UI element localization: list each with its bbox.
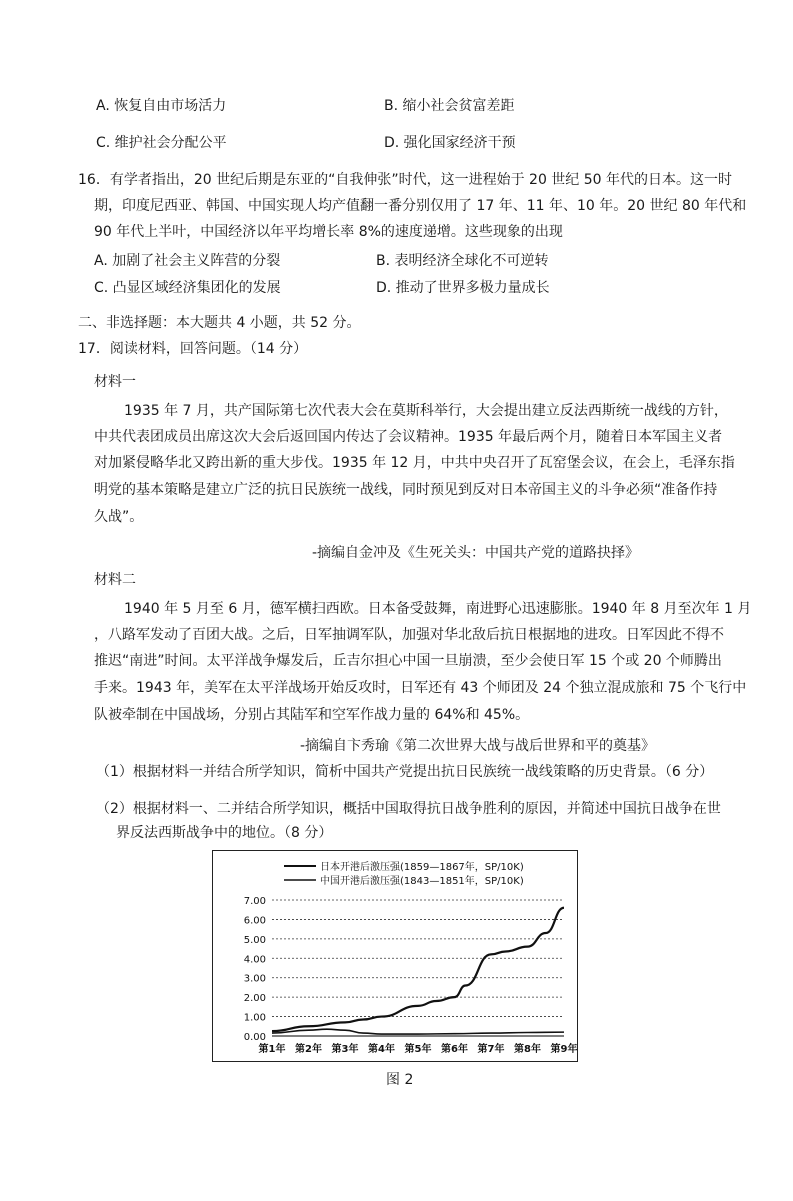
x-axis-ticks <box>259 1042 578 1055</box>
y-tick-label: 4.00 <box>243 954 266 966</box>
q16-option-c: C. 凸显区域经济集团化的发展 <box>94 280 281 296</box>
q15-option-c: C. 维护社会分配公平 <box>96 135 227 151</box>
q16-stem-line1: 16．有学者指出，20 世纪后期是东亚的“自我伸张”时代，这一进程始于 20 世纪 50 年代的日本。这一时 <box>78 172 733 188</box>
x-tick-label: 第4年 <box>368 1044 395 1055</box>
figure-2-chart <box>212 850 578 1062</box>
x-tick-label: 第9年 <box>550 1044 578 1055</box>
y-tick-label: 3.00 <box>243 973 266 985</box>
y-tick-label: 2.00 <box>243 993 266 1005</box>
q16-stem-line3: 90 年代上半叶，中国经济以年平均增长率 8%的速度递增。这些现象的出现 <box>94 224 563 240</box>
q17-subquestion-2-line2: 界反法西斯战争中的地位。（8 分） <box>116 825 333 841</box>
q17-subquestion-2-line1: （2）根据材料一、二并结合所学知识，概括中国取得抗日战争胜利的原因，并简述中国抗日战争在世 <box>96 801 721 817</box>
x-tick-label: 第1年 <box>258 1044 286 1055</box>
q15-option-a: A. 恢复自由市场活力 <box>96 98 227 114</box>
material2-line1: 1940 年 5 月至 6 月，德军横扫西欧。日本备受鼓舞，南进野心迅速膨胀。1940 年 8 月至次年 1 月 <box>124 601 752 617</box>
legend-label-china: 中国开港后激压强(1843—1851年，SP/10K) <box>320 876 524 887</box>
material1-source: -摘编自金冲及《生死关头：中国共产党的道路抉择》 <box>312 545 640 561</box>
q16-option-a: A. 加剧了社会主义阵营的分裂 <box>94 253 281 269</box>
q15-option-d: D. 强化国家经济干预 <box>384 135 516 151</box>
y-tick-label: 7.00 <box>243 896 266 907</box>
material1-line5: 久战”。 <box>94 509 144 525</box>
x-tick-label: 第2年 <box>295 1044 322 1055</box>
figure-caption: 图 2 <box>386 1072 414 1088</box>
section-heading: 二、非选择题：本大题共 4 小题，共 52 分。 <box>78 315 361 331</box>
material2-line2: ，八路军发动了百团大战。之后，日军抽调军队，加强对华北敌后抗日根据地的进攻。日军因此不得不 <box>94 627 724 643</box>
material1-line4: 明党的基本策略是建立广泛的抗日民族统一战线，同时预见到反对日本帝国主义的斗争必须“准备作持 <box>94 482 718 498</box>
line-chart <box>212 850 578 1062</box>
x-tick-label: 第8年 <box>514 1044 541 1055</box>
x-tick-label: 第6年 <box>441 1044 468 1055</box>
material2-label: 材料二 <box>94 572 136 588</box>
legend-label-japan: 日本开港后激压强(1859—1867年，SP/10K) <box>320 862 524 873</box>
q17-title: 17．阅读材料，回答问题。（14 分） <box>78 341 308 357</box>
q16-option-d: D. 推动了世界多极力量成长 <box>376 280 550 296</box>
x-tick-label: 第5年 <box>404 1044 432 1055</box>
material2-line4: 手来。1943 年，美军在太平洋战场开始反攻时，日军还有 43 个师团及 24 个独立混成旅和 75 个飞行中 <box>94 680 747 696</box>
x-tick-label: 第3年 <box>331 1044 359 1055</box>
y-tick-label: 0.00 <box>243 1032 266 1043</box>
y-tick-label: 6.00 <box>243 915 266 927</box>
y-tick-label: 1.00 <box>243 1012 266 1024</box>
material2-source: -摘编自卞秀瑜《第二次世界大战与战后世界和平的奠基》 <box>300 738 656 754</box>
q17-subquestion-1: （1）根据材料一并结合所学知识，简析中国共产党提出抗日民族统一战线策略的历史背景。（6 分） <box>96 764 714 780</box>
y-tick-label: 5.00 <box>243 934 266 946</box>
material2-line3: 推迟“南进”时间。太平洋战争爆发后，丘吉尔担心中国一旦崩溃，至少会使日军 15 个或 20 个师腾出 <box>94 653 722 669</box>
material2-line5: 队被牵制在中国战场，分别占其陆军和空军作战力量的 64%和 45%。 <box>94 707 530 723</box>
material1-line1: 1935 年 7 月，共产国际第七次代表大会在莫斯科举行，大会提出建立反法西斯统一战线的方针， <box>124 403 728 419</box>
q16-option-b: B. 表明经济全球化不可逆转 <box>376 253 549 269</box>
x-tick-label: 第7年 <box>477 1044 505 1055</box>
material1-line2: 中共代表团成员出席这次大会后返回国内传达了会议精神。1935 年最后两个月，随着日本军国主义者 <box>94 429 723 445</box>
material1-line3: 对加紧侵略华北又跨出新的重大步伐。1935 年 12 月，中共中央召开了瓦窑堡会议，在会上，毛泽东指 <box>94 455 735 471</box>
q16-stem-line2: 期，印度尼西亚、韩国、中国实现人均产值翻一番分别仅用了 17 年、11 年、10 年。20 世纪 80 年代和 <box>94 198 747 214</box>
material1-label: 材料一 <box>94 374 136 390</box>
q15-option-b: B. 缩小社会贫富差距 <box>384 98 515 114</box>
